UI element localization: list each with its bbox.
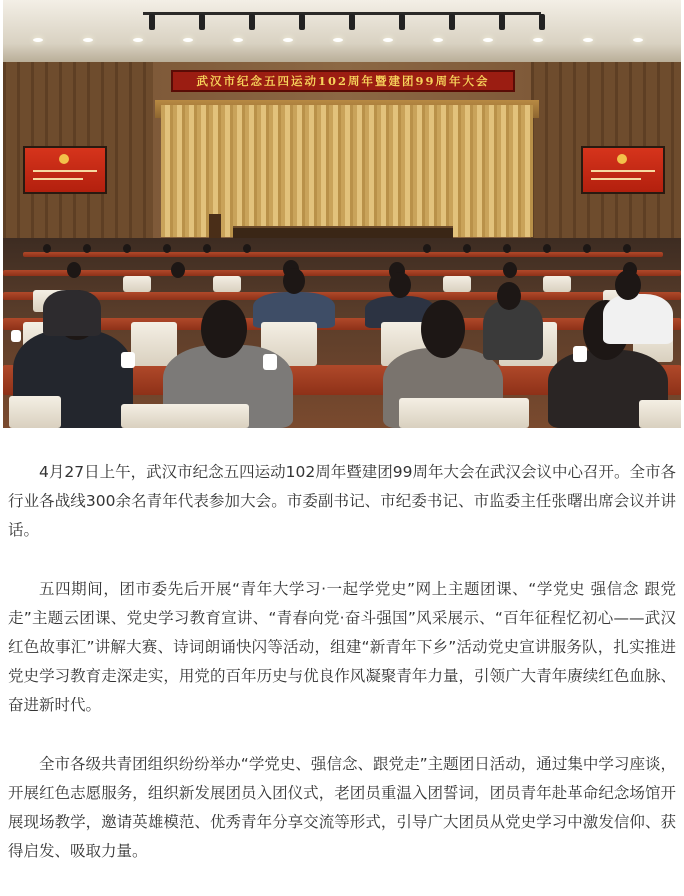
article-body	[8, 458, 676, 896]
ceiling	[3, 0, 681, 62]
conference-photo	[3, 0, 681, 428]
desk-row	[3, 292, 681, 300]
desk-row	[23, 252, 663, 257]
paragraph-3: 全市各级共青团组织纷纷举办“学党史、强信念、跟党走”主题团日活动，通过集中学习座谈，开展红色志愿服务，组织新发展团员入团仪式，老团员重温入团誓词，团员青年赴革命纪念场馆开展现场教学，邀请英雄模范、优秀青年分享交流等形式，引导广大团员从党史学习中激发信仰、获得启发、吸取力量。	[8, 755, 676, 860]
left-display-screen	[23, 146, 107, 194]
desk-row	[3, 270, 681, 276]
paragraph-2: 五四期间，团市委先后开展“青年大学习·一起学党史”网上主题团课、“学党史 强信念 跟党走”主题云团课、党史学习教育宣讲、“青春向党·奋斗强国”风采展示、“百年征程忆初心——武汉红色故事汇”讲解大赛、诗词朗诵快闪等活动，组建“新青年下乡”活动党史宣讲服务队，扎实推进党史学习教育走深走实，用党的百年历史与优良作风凝聚青年力量，引领广大青年赓续红色血脉、奋进新时代。	[8, 580, 676, 714]
event-banner: 武汉市纪念五四运动102周年暨建团99周年大会	[171, 70, 515, 92]
paragraph-1: 4月27日上午，武汉市纪念五四运动102周年暨建团99周年大会在武汉会议中心召开。全市各行业各战线300余名青年代表参加大会。市委副书记、市纪委书记、市监委主任张曙出席会议并讲话。	[8, 463, 676, 539]
desk-row	[3, 318, 681, 330]
attendee	[603, 294, 673, 344]
right-display-screen	[581, 146, 665, 194]
attendee	[43, 290, 101, 336]
podium	[209, 214, 221, 238]
